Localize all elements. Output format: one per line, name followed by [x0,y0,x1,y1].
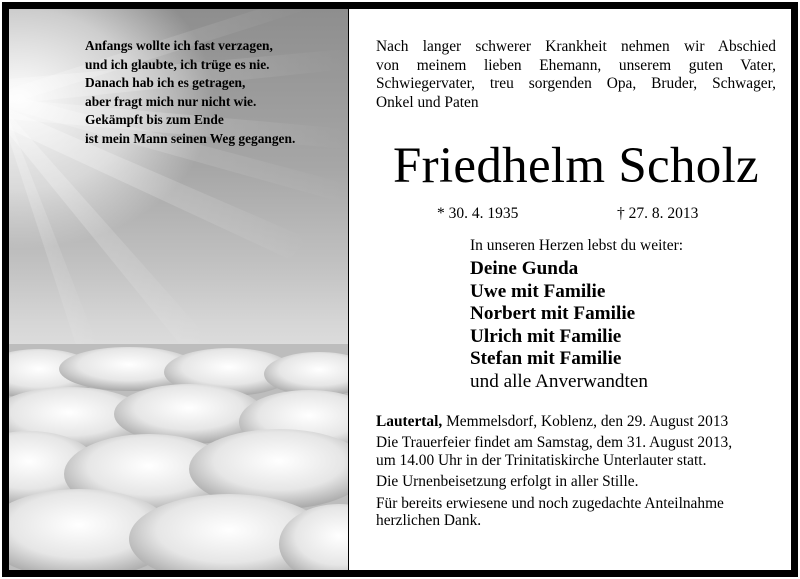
mourner-name: Deine Gunda [470,258,579,279]
mourner-name: Uwe mit Familie [470,280,606,302]
intro-line: von meinem lieben Ehemann, unserem guten Vater, [376,56,776,74]
intro-line: Onkel und Paten [376,93,479,111]
mourner-name: Stefan mit Familie [470,348,622,370]
mourner-name: Ulrich mit Familie [470,325,622,347]
mourner-name: Norbert mit Familie [470,303,636,325]
intro-line: Schwiegervater, treu sorgenden Opa, Bruder, Schwager, [376,75,776,93]
cloud-layer-graphic [9,344,348,570]
place-date-rest: Memmelsdorf, Koblenz, den 29. August 2013 [442,413,729,430]
sky-clouds-photo [9,9,348,570]
death-date: † 27. 8. 2013 [617,205,699,222]
urn-burial-line: Die Urnenbeisetzung erfolgt in aller Stille. [376,473,639,491]
funeral-line: um 14.00 Uhr in der Trinitatiskirche Unterlauter statt. [376,451,707,469]
birth-date: * 30. 4. 1935 [437,205,519,222]
thanks-line: Für bereits erwiesene und noch zugedachte Anteilnahme [376,494,724,512]
poem-line: ist mein Mann seinen Weg gegangen. [85,130,296,146]
place-date-line [376,413,781,430]
poem-line: Danach hab ich es getragen, [85,75,246,90]
poem-line: aber fragt mich nur nicht wie. [85,93,257,109]
mourners-heading: In unseren Herzen lebst du weiter: [470,237,684,254]
poem [85,37,345,148]
mourners-list [470,258,648,394]
funeral-line: Die Trauerfeier findet am Samstag, dem 31. August 2013, [376,434,733,452]
intro-paragraph [376,38,776,112]
deceased-name: Friedhelm Scholz [393,138,759,194]
poem-line: Anfangs wollte ich fast verzagen, [85,38,273,53]
intro-line: Nach langer schwerer Krankheit nehmen wir Abschied [376,38,776,55]
place-name: Lautertal, [376,413,443,430]
notice-text-panel [348,9,791,570]
poem-line: Gekämpft bis zum Ende [85,112,224,127]
mourner-others: und alle Anverwandten [470,370,648,392]
thanks-line: herzlichen Dank. [376,512,482,530]
footer-info [376,413,781,529]
poem-line: und ich glaubte, ich trüge es nie. [85,56,270,72]
obituary-notice [2,2,798,577]
